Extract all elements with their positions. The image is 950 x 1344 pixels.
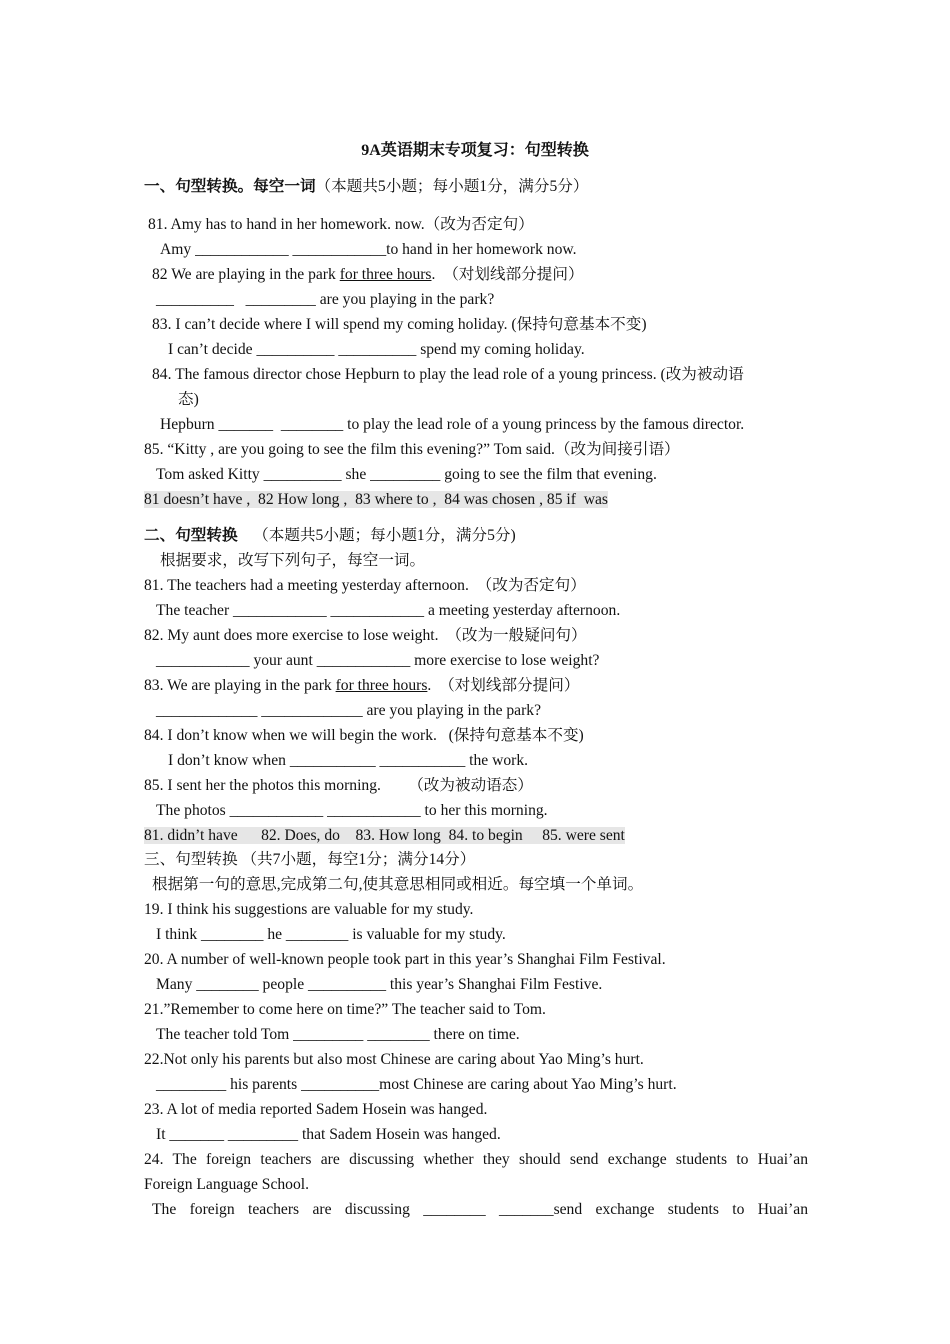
s3-question-23: 23. A lot of media reported Sadem Hosein was hanged. bbox=[144, 1101, 488, 1118]
section2-instruction: 根据要求，改写下列句子，每空一词。 bbox=[160, 552, 426, 569]
s2-answer-line-82: ____________ your aunt ____________ more exercise to lose weight? bbox=[156, 652, 600, 669]
s1-answer-line-81: Amy ____________ ____________to hand in her homework now. bbox=[160, 241, 577, 258]
s2-question-81: 81. The teachers had a meeting yesterday afternoon. （改为否定句） bbox=[144, 577, 586, 594]
s1-question-83: 83. I can’t decide where I will spend my coming holiday. (保持句意基本不变) bbox=[152, 316, 647, 333]
s1-question-84-cont: 态) bbox=[178, 391, 199, 408]
s2-answer-line-83: _____________ _____________ are you playing in the park? bbox=[156, 702, 542, 719]
s3-question-19: 19. I think his suggestions are valuable for my study. bbox=[144, 901, 474, 918]
page-title: 9A英语期末专项复习：句型转换 bbox=[361, 142, 589, 159]
s2-q83-underlined: for three hours bbox=[335, 677, 428, 694]
s3-answer-line-20: Many ________ people __________ this year’s Shanghai Film Festive. bbox=[156, 976, 603, 993]
s3-answer-line-19: I think ________ he ________ is valuable for my study. bbox=[156, 926, 506, 943]
s1-answer-line-84: Hepburn _______ ________ to play the lead role of a young princess by the famous director. bbox=[160, 416, 745, 433]
s1-answer-line-85: Tom asked Kitty __________ she _________ going to see the film that evening. bbox=[156, 466, 657, 483]
s1-q82-post: . （对划线部分提问） bbox=[431, 266, 584, 283]
s2-answer-line-85: The photos ____________ ____________ to her this morning. bbox=[156, 802, 548, 819]
s3-question-20: 20. A number of well-known people took part in this year’s Shanghai Film Festival. bbox=[144, 951, 666, 968]
s3-question-21: 21.”Remember to come here on time?” The teacher said to Tom. bbox=[144, 1001, 546, 1018]
s1-question-84: 84. The famous director chose Hepburn to play the lead role of a young princess. (改为被动语 bbox=[152, 366, 744, 383]
s1-question-81: 81. Amy has to hand in her homework. now.（改为否定句） bbox=[148, 216, 534, 233]
s1-answer-line-83: I can’t decide __________ __________ spend my coming holiday. bbox=[168, 341, 585, 358]
section3-heading: 三、句型转换 （共7小题，每空1分；满分14分） bbox=[144, 851, 476, 868]
s1-q82-pre: 82 We are playing in the park bbox=[152, 266, 340, 283]
s3-question-24: 24. The foreign teachers are discussing whether they should send exchange students to Huai’an bbox=[144, 1151, 808, 1168]
s2-q83-post: . （对划线部分提问） bbox=[427, 677, 580, 694]
s3-answer-line-23: It _______ _________ that Sadem Hosein was hanged. bbox=[156, 1126, 501, 1143]
s2-question-83 bbox=[144, 673, 808, 698]
s2-answer-line-84: I don’t know when ___________ ___________ the work. bbox=[168, 752, 529, 769]
s3-answer-line-22: _________ his parents __________most Chinese are caring about Yao Ming’s hurt. bbox=[156, 1076, 677, 1093]
s3-answer-line-21: The teacher told Tom _________ ________ there on time. bbox=[156, 1026, 520, 1043]
s1-q82-underlined: for three hours bbox=[339, 266, 432, 283]
s2-question-84: 84. I don’t know when we will begin the work. (保持句意基本不变) bbox=[144, 727, 584, 744]
s2-answer-key-text: 81. didn’t have 82. Does, do 83. How long 84. to begin 85. were sent bbox=[144, 827, 625, 844]
s3-question-24-cont: Foreign Language School. bbox=[144, 1176, 309, 1193]
s1-question-82 bbox=[152, 262, 816, 287]
section3-instruction: 根据第一句的意思,完成第二句,使其意思相同或相近。每空填一个单词。 bbox=[152, 876, 644, 893]
s2-question-85: 85. I sent her the photos this morning. （改为被动语态） bbox=[144, 777, 533, 794]
s1-answer-line-82: __________ _________ are you playing in the park? bbox=[156, 291, 495, 308]
section2-heading bbox=[144, 523, 808, 548]
section1-heading-rest: （本题共5小题；每小题1分，满分5分） bbox=[315, 178, 589, 195]
s1-answer-key bbox=[144, 487, 808, 512]
s2-q83-pre: 83. We are playing in the park bbox=[144, 677, 336, 694]
section2-heading-rest: （本题共5小题；每小题1分，满分5分) bbox=[237, 527, 516, 544]
s2-question-82: 82. My aunt does more exercise to lose weight. （改为一般疑问句） bbox=[144, 627, 587, 644]
s1-answer-key-text: 81 doesn’t have , 82 How long , 83 where to , 84 was chosen , 85 if was bbox=[144, 491, 608, 508]
s2-answer-line-81: The teacher ____________ ____________ a meeting yesterday afternoon. bbox=[156, 602, 621, 619]
s2-answer-key bbox=[144, 823, 808, 848]
section1-heading-bold: 一、句型转换。每空一词 bbox=[144, 178, 316, 195]
section1-heading bbox=[144, 174, 808, 199]
s3-answer-line-24: The foreign teachers are discussing ________ _______send exchange students to Huai’an bbox=[152, 1201, 808, 1218]
s1-question-85: 85. “Kitty , are you going to see the film this evening?” Tom said.（改为间接引语） bbox=[144, 441, 680, 458]
section2-heading-bold: 二、句型转换 bbox=[144, 527, 238, 544]
s3-question-22: 22.Not only his parents but also most Chinese are caring about Yao Ming’s hurt. bbox=[144, 1051, 644, 1068]
